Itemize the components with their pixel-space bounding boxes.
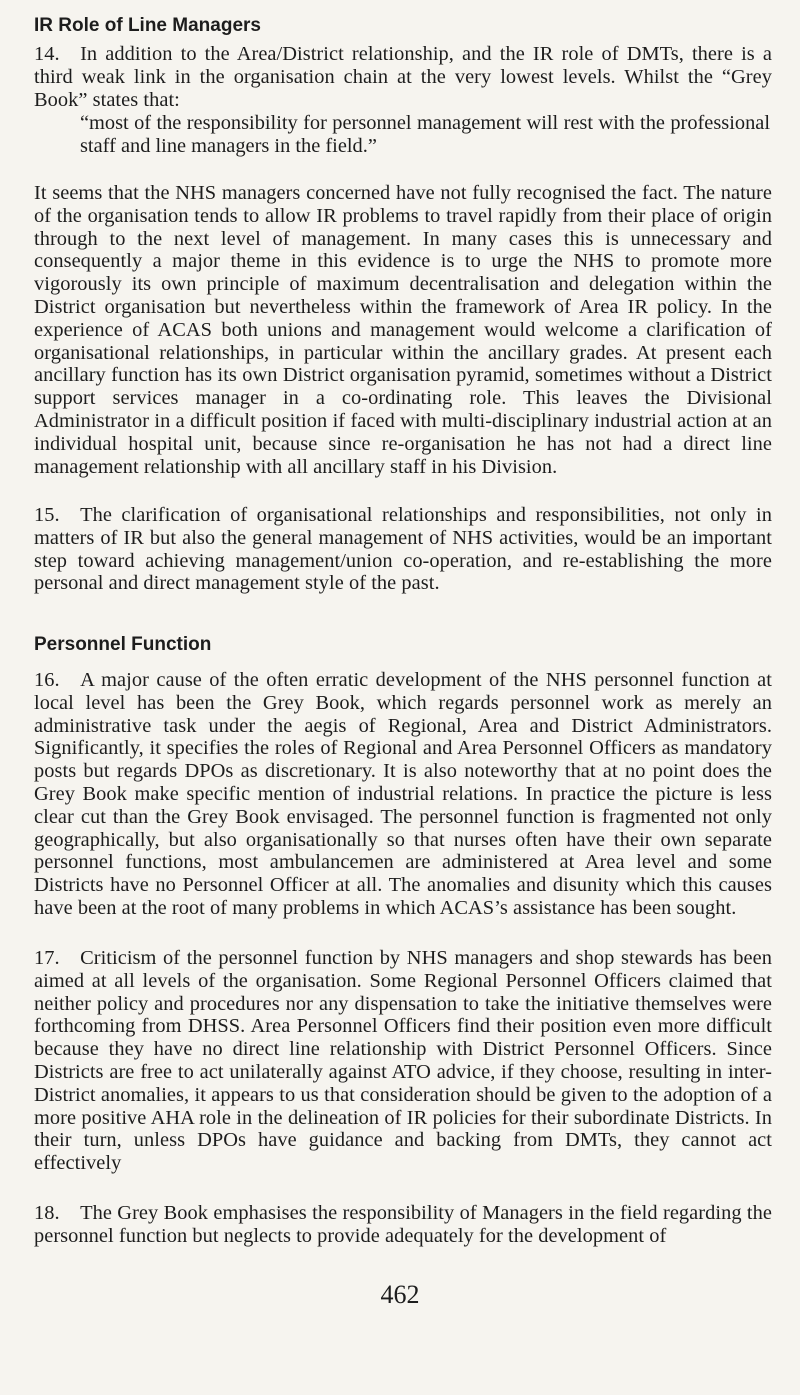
section-heading-ir-role: IR Role of Line Managers [34,15,261,36]
paragraph-18: 18. The Grey Book emphasises the responsibility of Managers in the field regarding the personnel function but neglects to provide adequately for the development of [34,1202,772,1247]
paragraph-14-intro: 14. In addition to the Area/District relationship, and the IR role of DMTs, there is a third weak link in the organisation chain at the very lowest levels. Whilst the “Grey Book” states that: [34,43,772,111]
section-heading-personnel-function: Personnel Function [34,634,212,655]
paragraph-14-continued: It seems that the NHS managers concerned have not fully recognised the fact. The nature of the organisation tends to allow IR problems to travel rapidly from their place of origin through to the next level of management. In many cases this is unnecessary and consequently a major theme in this evidence is to urge the NHS to promote more vigorously its own principle of maximum decentralisation and delegation within the District organisation but nevertheless within the framework of Area IR policy. In the experience of ACAS both unions and management would welcome a clarification of organisational relationships, in particular within the ancillary grades. At present each ancillary function has its own District organisation pyramid, sometimes without a District support services manager in a co-ordinating role. This leaves the Divisional Administrator in a difficult position if faced with multi-disciplinary industrial action at an individual hospital unit, because since re-organisation he has not had a direct line management relationship with all ancillary staff in his Division. [34,182,772,478]
page-number: 462 [380,1280,420,1309]
paragraph-15: 15. The clarification of organisational relationships and responsibilities, not only in matters of IR but also the general management of NHS activities, would be an important step toward achieving management/union co-operation, and re-establishing the more personal and direct management style of the past. [34,504,772,595]
paragraph-16: 16. A major cause of the often erratic development of the NHS personnel function at local level has been the Grey Book, which regards personnel work as merely an administrative task under the aegis of Regional, Area and District Administrators. Significantly, it specifies the roles of Regional and Area Personnel Officers as mandatory posts but regards DPOs as discretionary. It is also noteworthy that at no point does the Grey Book make specific mention of industrial relations. In practice the picture is less clear cut than the Grey Book envisaged. The personnel function is fragmented not only geographically, but also organisationally so that nurses often have their own separate personnel functions, most ambulancemen are administered at Area level and some Districts have no Personnel Officer at all. The anomalies and disunity which this causes have been at the root of many problems in which ACAS’s assistance has been sought. [34,669,772,919]
paragraph-14-quote: “most of the responsibility for personnel management will rest with the professional staff and line managers in the field.” [80,112,770,157]
paragraph-17: 17. Criticism of the personnel function by NHS managers and shop stewards has been aimed at all levels of the organisation. Some Regional Personnel Officers claimed that neither policy and procedures nor any dispensation to take the initiative themselves were forthcoming from DHSS. Area Personnel Officers find their position even more difficult because they have no direct line relationship with District Personnel Officers. Since Districts are free to act unilaterally against ATO advice, if they choose, resulting in inter-District anomalies, it appears to us that consideration should be given to the adoption of a more positive AHA role in the delineation of IR policies for their subordinate Districts. In their turn, unless DPOs have guidance and backing from DMTs, they cannot act effectively [34,947,772,1175]
